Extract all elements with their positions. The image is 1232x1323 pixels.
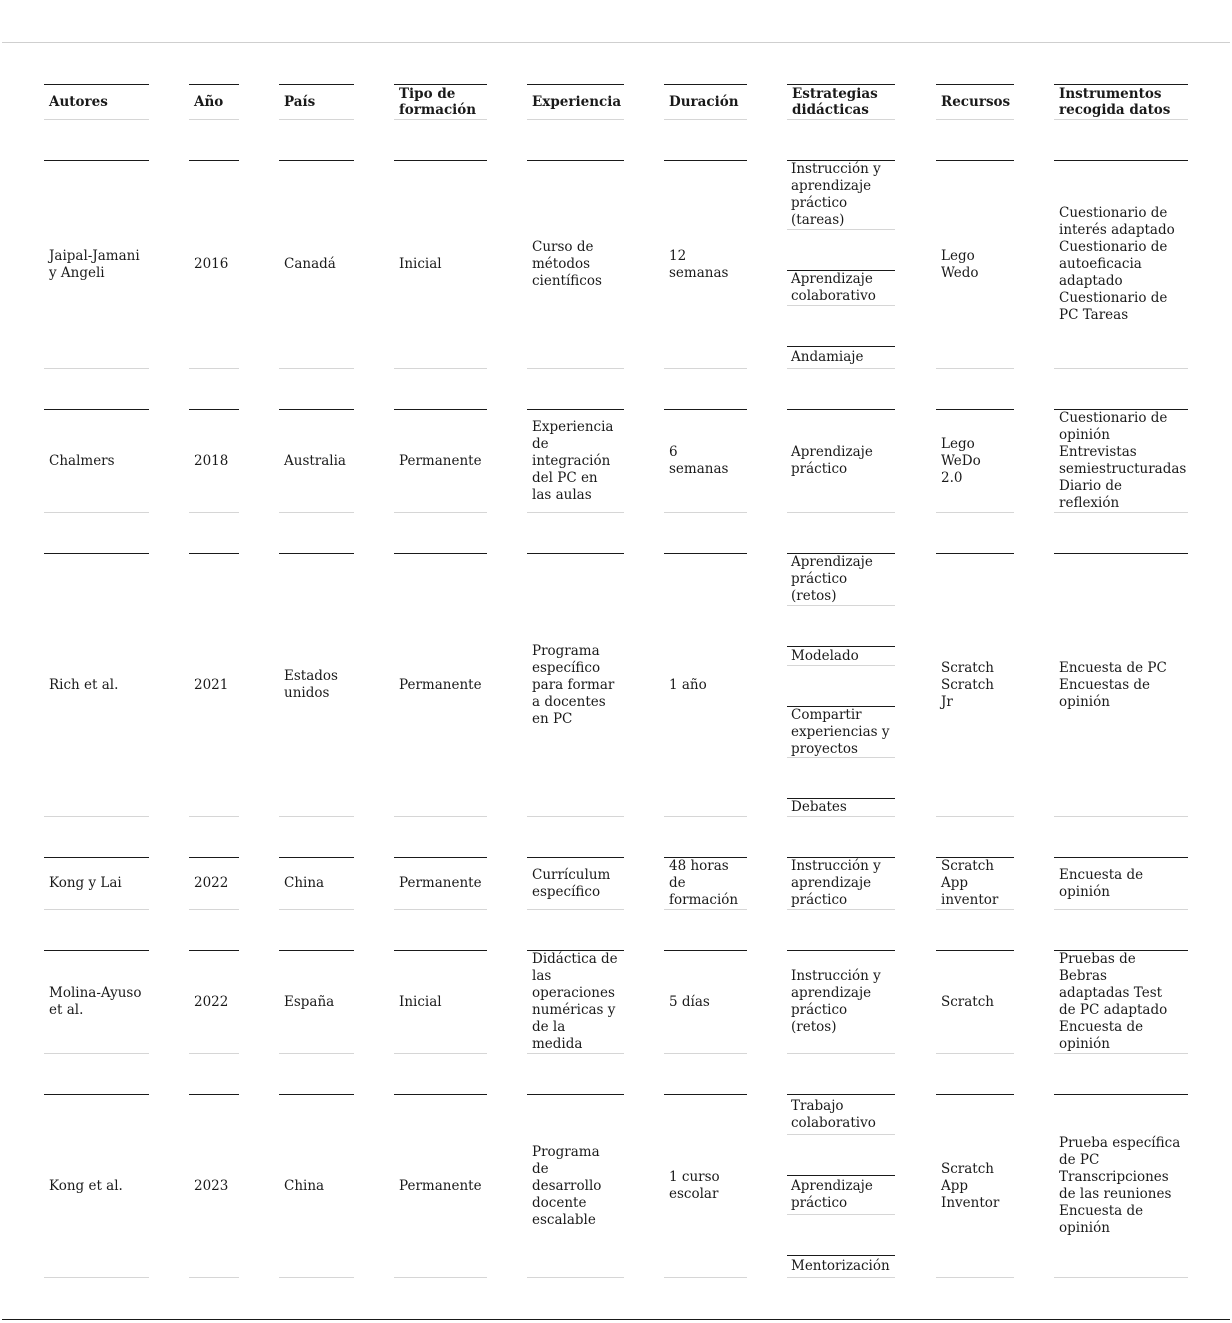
cell-anio: 2018 (189, 409, 239, 513)
cell-experiencia: Didáctica de las operaciones numéricas y de la medida (527, 950, 624, 1054)
cell-tipo: Permanente (394, 1094, 487, 1278)
cell-instrumentos: Prueba específica de PC Transcripciones de las reuniones Encuesta de opinión (1054, 1094, 1188, 1278)
header-anio: Año (189, 84, 239, 120)
cell-estrategia: Instrucción y aprendizaje práctico (787, 857, 895, 910)
header-recursos: Recursos (936, 84, 1014, 120)
cell-tipo: Inicial (394, 160, 487, 369)
header-estrategias: Estrategias didácticas (787, 84, 895, 120)
cell-instrumentos: Pruebas de Bebras adaptadas Test de PC adaptado Encuesta de opinión (1054, 950, 1188, 1054)
cell-tipo: Permanente (394, 409, 487, 513)
cell-autores: Kong y Lai (44, 857, 149, 910)
cell-autores: Jaipal-Jamani y Angeli (44, 160, 149, 369)
cell-estrategia: Andamiaje (787, 346, 895, 369)
cell-instrumentos: Cuestionario de interés adaptado Cuestionario de autoeficacia adaptado Cuestionario de PC Tareas (1054, 160, 1188, 369)
cell-recursos: Scratch Scratch Jr (936, 553, 1014, 817)
cell-estrategia: Mentorización (787, 1255, 895, 1278)
cell-instrumentos: Encuesta de PC Encuestas de opinión (1054, 553, 1188, 817)
cell-pais: Estados unidos (279, 553, 354, 817)
cell-duracion: 12 semanas (664, 160, 747, 369)
cell-estrategia: Trabajo colaborativo (787, 1094, 895, 1135)
cell-recursos: Scratch App Inventor (936, 1094, 1014, 1278)
cell-tipo: Inicial (394, 950, 487, 1054)
cell-duracion: 1 año (664, 553, 747, 817)
cell-anio: 2016 (189, 160, 239, 369)
cell-pais: China (279, 857, 354, 910)
cell-estrategia: Instrucción y aprendizaje práctico (tareas) (787, 160, 895, 230)
cell-duracion: 1 curso escolar (664, 1094, 747, 1278)
cell-pais: España (279, 950, 354, 1054)
cell-duracion: 5 días (664, 950, 747, 1054)
cell-anio: 2022 (189, 950, 239, 1054)
cell-estrategia: Aprendizaje práctico (retos) (787, 553, 895, 606)
cell-anio: 2021 (189, 553, 239, 817)
cell-recursos: Lego Wedo (936, 160, 1014, 369)
cell-autores: Chalmers (44, 409, 149, 513)
cell-autores: Molina-Ayuso et al. (44, 950, 149, 1054)
top-rule (2, 42, 1230, 43)
cell-estrategia: Compartir experiencias y proyectos (787, 706, 895, 758)
cell-instrumentos: Encuesta de opinión (1054, 857, 1188, 910)
cell-pais: Australia (279, 409, 354, 513)
bottom-rule (2, 1319, 1230, 1320)
cell-estrategia: Debates (787, 798, 895, 817)
cell-tipo: Permanente (394, 553, 487, 817)
header-instrumentos: Instrumentos recogida datos (1054, 84, 1188, 120)
cell-experiencia: Experiencia de integración del PC en las aulas (527, 409, 624, 513)
cell-experiencia: Programa específico para formar a docentes en PC (527, 553, 624, 817)
cell-estrategia: Aprendizaje práctico (787, 409, 895, 513)
cell-pais: China (279, 1094, 354, 1278)
cell-experiencia: Currículum específico (527, 857, 624, 910)
cell-estrategia: Aprendizaje práctico (787, 1175, 895, 1215)
cell-tipo: Permanente (394, 857, 487, 910)
cell-recursos: Scratch App inventor (936, 857, 1014, 910)
cell-autores: Rich et al. (44, 553, 149, 817)
header-pais: País (279, 84, 354, 120)
cell-recursos: Lego WeDo 2.0 (936, 409, 1014, 513)
cell-estrategia: Instrucción y aprendizaje práctico (retos) (787, 950, 895, 1054)
cell-recursos: Scratch (936, 950, 1014, 1054)
cell-experiencia: Programa de desarrollo docente escalable (527, 1094, 624, 1278)
header-duracion: Duración (664, 84, 747, 120)
cell-duracion: 6 semanas (664, 409, 747, 513)
cell-anio: 2022 (189, 857, 239, 910)
cell-estrategia: Modelado (787, 646, 895, 666)
cell-instrumentos: Cuestionario de opinión Entrevistas semiestructuradas Diario de reflexión (1054, 409, 1188, 513)
cell-estrategia: Aprendizaje colaborativo (787, 270, 895, 306)
header-autores: Autores (44, 84, 149, 120)
cell-experiencia: Curso de métodos científicos (527, 160, 624, 369)
cell-duracion: 48 horas de formación (664, 857, 747, 910)
cell-pais: Canadá (279, 160, 354, 369)
cell-autores: Kong et al. (44, 1094, 149, 1278)
header-experiencia: Experiencia (527, 84, 624, 120)
header-tipo-formacion: Tipo de formación (394, 84, 487, 120)
cell-anio: 2023 (189, 1094, 239, 1278)
